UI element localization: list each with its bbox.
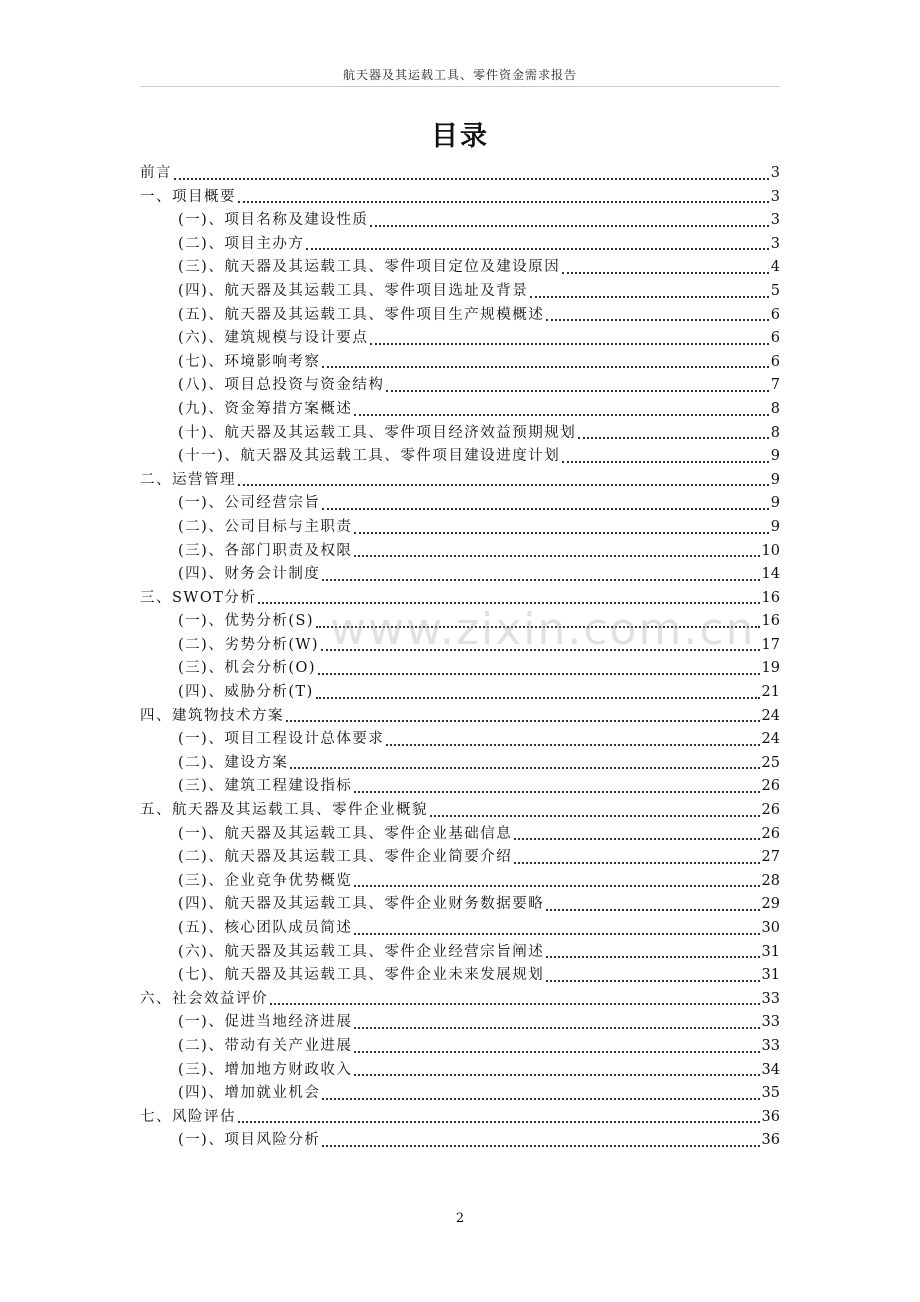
toc-entry-page: 36 (761, 1108, 780, 1125)
toc-leader-dots (354, 885, 759, 887)
toc-entry-page: 26 (761, 778, 780, 795)
toc-entry-page: 8 (770, 400, 780, 417)
toc-entry-page: 8 (770, 424, 780, 441)
toc-entry-page: 3 (770, 212, 780, 229)
toc-entry-page: 9 (770, 518, 780, 535)
toc-leader-dots (546, 909, 759, 911)
toc-entry[interactable] (140, 1106, 780, 1130)
toc-entry-page: 9 (770, 471, 780, 488)
toc-entry[interactable] (140, 398, 780, 422)
toc-leader-dots (322, 508, 768, 510)
toc-entry-page: 30 (761, 920, 780, 936)
toc-entry[interactable] (140, 256, 780, 280)
toc-leader-dots (238, 1121, 760, 1123)
page-number: 2 (455, 1211, 465, 1226)
toc-entry-text: (一)、优势分析(S) (178, 613, 315, 630)
toc-leader-dots (546, 956, 759, 958)
toc-entry[interactable] (140, 846, 780, 870)
toc-entry-text: (二)、劣势分析(W) (178, 636, 320, 653)
toc-entry-page: 9 (770, 495, 780, 512)
toc-entry[interactable] (140, 870, 780, 894)
toc-entry-text: (二)、航天器及其运载工具、零件企业简要介绍 (178, 849, 513, 866)
toc-entry[interactable] (140, 1082, 780, 1106)
toc-entry[interactable] (140, 304, 780, 328)
toc-leader-dots (514, 838, 759, 840)
toc-entry-page: 3 (770, 188, 780, 205)
toc-entry[interactable] (140, 941, 780, 965)
toc-leader-dots (370, 343, 768, 345)
toc-entry-page: 27 (761, 849, 780, 866)
toc-entry[interactable] (140, 634, 780, 658)
toc-entry-page: 26 (761, 825, 780, 842)
toc-entry[interactable] (140, 540, 780, 564)
toc-entry-page: 33 (761, 1014, 780, 1031)
toc-list (140, 162, 780, 1153)
toc-entry-text: (六)、航天器及其运载工具、零件企业经营宗旨阐述 (178, 943, 545, 960)
toc-entry-text: (三)、航天器及其运载工具、零件项目定位及建设原因 (178, 259, 561, 276)
toc-entry-text: (十)、航天器及其运载工具、零件项目经济效益预期规划 (178, 424, 577, 441)
toc-entry-text: (三)、建筑工程建设指标 (178, 778, 353, 795)
toc-leader-dots (562, 461, 768, 463)
toc-entry-text: 一、项目概要 (140, 188, 236, 205)
toc-entry-page: 10 (761, 542, 780, 559)
toc-entry[interactable] (140, 374, 780, 398)
toc-leader-dots (562, 272, 768, 274)
toc-entry-text: 二、运营管理 (140, 471, 236, 488)
toc-entry[interactable] (140, 492, 780, 516)
toc-entry-text: (一)、项目工程设计总体要求 (178, 731, 385, 748)
toc-leader-dots (354, 1027, 759, 1029)
toc-entry-page: 16 (761, 589, 780, 606)
toc-entry-text: 五、航天器及其运载工具、零件企业概貌 (140, 802, 428, 819)
toc-entry[interactable] (140, 469, 780, 493)
toc-leader-dots (174, 178, 769, 180)
toc-entry-page: 7 (770, 377, 780, 394)
toc-leader-dots (270, 1003, 760, 1005)
toc-entry-text: (四)、财务会计制度 (178, 566, 321, 583)
toc-leader-dots (306, 248, 768, 250)
toc-entry-page: 17 (761, 636, 780, 653)
toc-entry-text: (一)、项目名称及建设性质 (178, 212, 369, 229)
toc-entry-text: 前言 (140, 165, 172, 181)
toc-entry[interactable] (140, 280, 780, 304)
toc-entry-page: 5 (770, 282, 780, 299)
toc-leader-dots (322, 1098, 759, 1100)
toc-leader-dots (354, 791, 759, 793)
toc-entry[interactable] (140, 775, 780, 799)
toc-entry-text: (四)、威胁分析(T) (178, 684, 314, 701)
toc-entry[interactable] (140, 988, 780, 1012)
toc-entry-page: 3 (770, 235, 780, 252)
toc-entry[interactable] (140, 799, 780, 823)
toc-leader-dots (318, 673, 760, 675)
toc-entry-page: 19 (761, 660, 780, 677)
toc-entry-text: (一)、航天器及其运载工具、零件企业基础信息 (178, 825, 513, 842)
toc-entry[interactable] (140, 162, 780, 186)
toc-entry-page: 6 (770, 306, 780, 323)
toc-entry[interactable] (140, 563, 780, 587)
toc-entry-page: 34 (761, 1061, 780, 1078)
toc-leader-dots (238, 201, 769, 203)
toc-entry-text: (三)、各部门职责及权限 (178, 542, 353, 559)
toc-entry[interactable] (140, 728, 780, 752)
toc-entry-text: 六、社会效益评价 (140, 990, 268, 1007)
toc-leader-dots (578, 437, 768, 439)
toc-entry-page: 6 (770, 330, 780, 347)
toc-leader-dots (546, 319, 768, 321)
toc-entry-text: (一)、促进当地经济进展 (178, 1014, 353, 1031)
toc-entry-page: 31 (761, 967, 780, 984)
toc-entry[interactable] (140, 186, 780, 210)
toc-entry-text: (六)、建筑规模与设计要点 (178, 330, 369, 347)
toc-entry-page: 21 (761, 684, 780, 701)
toc-entry[interactable] (140, 705, 780, 729)
toc-entry-page: 33 (761, 1037, 780, 1054)
toc-entry-text: (三)、机会分析(O) (178, 660, 317, 677)
toc-entry-text: (三)、企业竞争优势概览 (178, 872, 353, 889)
toc-entry-text: (四)、航天器及其运载工具、零件企业财务数据要略 (178, 896, 545, 913)
toc-entry-text: (二)、公司目标与主职责 (178, 518, 353, 535)
toc-entry[interactable] (140, 351, 780, 375)
toc-entry-page: 6 (770, 353, 780, 370)
toc-leader-dots (290, 767, 759, 769)
toc-entry-text: 三、SWOT分析 (140, 589, 257, 606)
toc-leader-dots (370, 225, 768, 227)
toc-entry-text: (七)、航天器及其运载工具、零件企业未来发展规划 (178, 967, 545, 984)
toc-entry[interactable] (140, 823, 780, 847)
page-header: 航天器及其运载工具、零件资金需求报告 (342, 68, 577, 82)
toc-entry-page: 14 (761, 566, 780, 583)
toc-leader-dots (354, 1074, 759, 1076)
toc-entry[interactable] (140, 1035, 780, 1059)
toc-entry[interactable] (140, 964, 780, 988)
toc-entry-page: 9 (770, 448, 780, 465)
toc-leader-dots (322, 1145, 759, 1147)
toc-entry-text: (三)、增加地方财政收入 (178, 1061, 353, 1078)
toc-entry[interactable] (140, 1059, 780, 1083)
toc-entry-text: (四)、航天器及其运载工具、零件项目选址及背景 (178, 282, 529, 299)
toc-entry[interactable] (140, 893, 780, 917)
toc-entry-page: 16 (761, 613, 780, 630)
toc-entry[interactable] (140, 327, 780, 351)
toc-entry[interactable] (140, 657, 780, 681)
toc-entry-page: 26 (761, 802, 780, 819)
toc-entry-text: (一)、项目风险分析 (178, 1132, 321, 1149)
header-rule (140, 86, 780, 87)
toc-entry-text: (二)、项目主办方 (178, 235, 305, 252)
toc-title: 目录 (431, 121, 489, 152)
toc-entry-page: 24 (761, 707, 780, 724)
toc-leader-dots (514, 862, 759, 864)
toc-entry[interactable] (140, 233, 780, 257)
toc-entry-text: (七)、环境影响考察 (178, 353, 321, 370)
toc-leader-dots (386, 390, 768, 392)
toc-leader-dots (258, 602, 759, 604)
toc-leader-dots (430, 815, 760, 817)
watermark: www.zixin.com.cn (330, 604, 756, 655)
toc-entry-text: 四、建筑物技术方案 (140, 707, 284, 724)
toc-entry[interactable] (140, 1011, 780, 1035)
toc-entry[interactable] (140, 1129, 780, 1153)
toc-entry-page: 4 (770, 259, 780, 276)
toc-entry-page: 35 (761, 1085, 780, 1102)
toc-entry-page: 36 (761, 1132, 780, 1149)
toc-entry[interactable] (140, 209, 780, 233)
toc-entry-page: 29 (761, 896, 780, 913)
toc-entry-text: (九)、资金筹措方案概述 (178, 400, 353, 417)
toc-entry-page: 24 (761, 731, 780, 748)
toc-entry-page: 25 (761, 754, 780, 771)
toc-entry[interactable] (140, 445, 780, 469)
toc-leader-dots (354, 1051, 759, 1053)
toc-entry[interactable] (140, 917, 780, 941)
toc-entry-text: (一)、公司经营宗旨 (178, 495, 321, 512)
toc-leader-dots (238, 484, 769, 486)
toc-entry-page: 33 (761, 990, 780, 1007)
toc-entry-text: (二)、建设方案 (178, 754, 289, 771)
toc-leader-dots (322, 366, 768, 368)
toc-leader-dots (316, 626, 759, 628)
toc-entry-page: 3 (770, 165, 780, 181)
toc-entry-text: 七、风险评估 (140, 1108, 236, 1125)
toc-entry-text: (四)、增加就业机会 (178, 1085, 321, 1102)
toc-entry-text: (五)、核心团队成员简述 (178, 920, 353, 936)
toc-leader-dots (322, 579, 759, 581)
toc-leader-dots (546, 980, 759, 982)
toc-entry-page: 28 (761, 872, 780, 889)
toc-entry-page: 31 (761, 943, 780, 960)
toc-entry[interactable] (140, 681, 780, 705)
toc-entry[interactable] (140, 610, 780, 634)
toc-leader-dots (530, 296, 768, 298)
toc-entry[interactable] (140, 516, 780, 540)
toc-leader-dots (321, 649, 760, 651)
toc-entry-text: (十一)、航天器及其运载工具、零件项目建设进度计划 (178, 448, 561, 465)
toc-entry[interactable] (140, 587, 780, 611)
toc-entry-text: (五)、航天器及其运载工具、零件项目生产规模概述 (178, 306, 545, 323)
toc-leader-dots (354, 933, 759, 935)
toc-leader-dots (286, 720, 760, 722)
toc-leader-dots (354, 414, 768, 416)
toc-leader-dots (354, 555, 759, 557)
toc-entry-text: (八)、项目总投资与资金结构 (178, 377, 385, 394)
toc-leader-dots (316, 697, 760, 699)
toc-entry[interactable] (140, 752, 780, 776)
toc-entry[interactable] (140, 422, 780, 446)
toc-entry-text: (二)、带动有关产业进展 (178, 1037, 353, 1054)
toc-leader-dots (354, 532, 768, 534)
toc-leader-dots (386, 744, 759, 746)
